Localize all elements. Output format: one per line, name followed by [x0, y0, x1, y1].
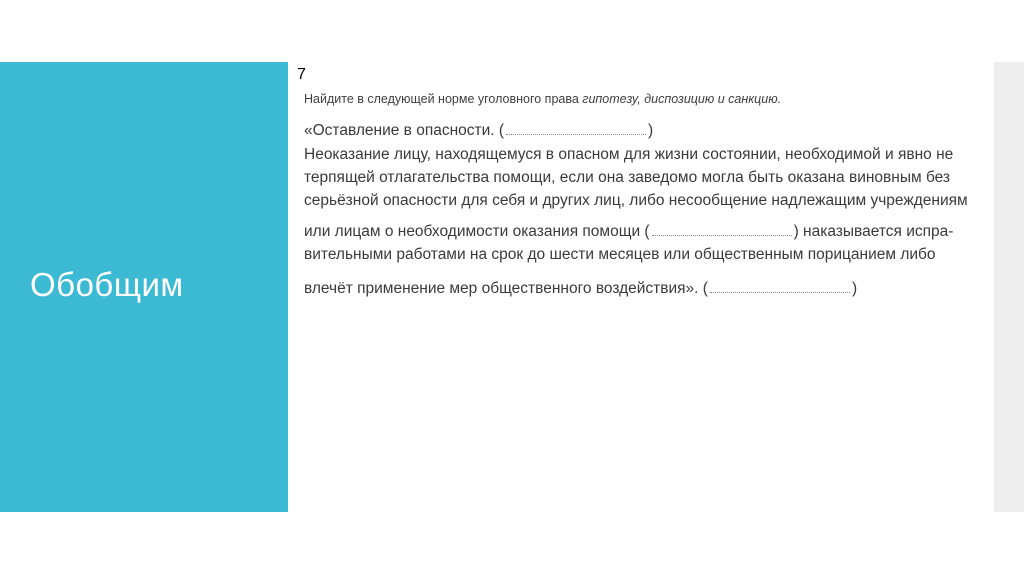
task-instruction: [304, 92, 781, 106]
text-line-5-end: ) наказывается испра-: [793, 223, 954, 240]
text-line-1-end: ): [648, 122, 654, 139]
text-line-6: вительными работами на срок до шести месяцев или общественным порицанием либо: [304, 246, 936, 263]
text-line-1-start: «Оставление в опасности. (: [304, 122, 505, 139]
answer-blank-1: [506, 123, 646, 135]
instruction-text: Найдите в следующей норме уголовного права: [304, 92, 583, 106]
content-panel: [288, 62, 994, 512]
text-line-1: [304, 122, 653, 140]
slide: [0, 62, 1024, 512]
text-line-7: [304, 280, 857, 298]
side-strip: [994, 62, 1024, 512]
text-line-5: [304, 223, 953, 241]
slide-title: Обобщим: [30, 266, 184, 303]
text-line-3: терпящей отлагательства помощи, если она заведомо могла быть оказана виновным без: [304, 169, 951, 186]
text-line-7-start: влечёт применение мер общественного воздействия». (: [304, 280, 708, 297]
answer-blank-2: [652, 224, 792, 236]
text-line-4: серьёзной опасности для себя и других лиц, либо несообщение надлежащим учреждениям: [304, 192, 968, 209]
text-line-5-start: или лицам о необходимости оказания помощи (: [304, 223, 650, 240]
text-line-7-end: ): [851, 280, 858, 297]
title-panel: [0, 62, 288, 512]
answer-blank-3: [710, 281, 850, 293]
task-number: 7: [297, 66, 306, 83]
instruction-emphasis: гипотезу, диспозицию и санкцию.: [582, 92, 782, 106]
text-line-2: Неоказание лицу, находящемуся в опасном для жизни состоянии, необходимой и явно не: [304, 146, 954, 163]
